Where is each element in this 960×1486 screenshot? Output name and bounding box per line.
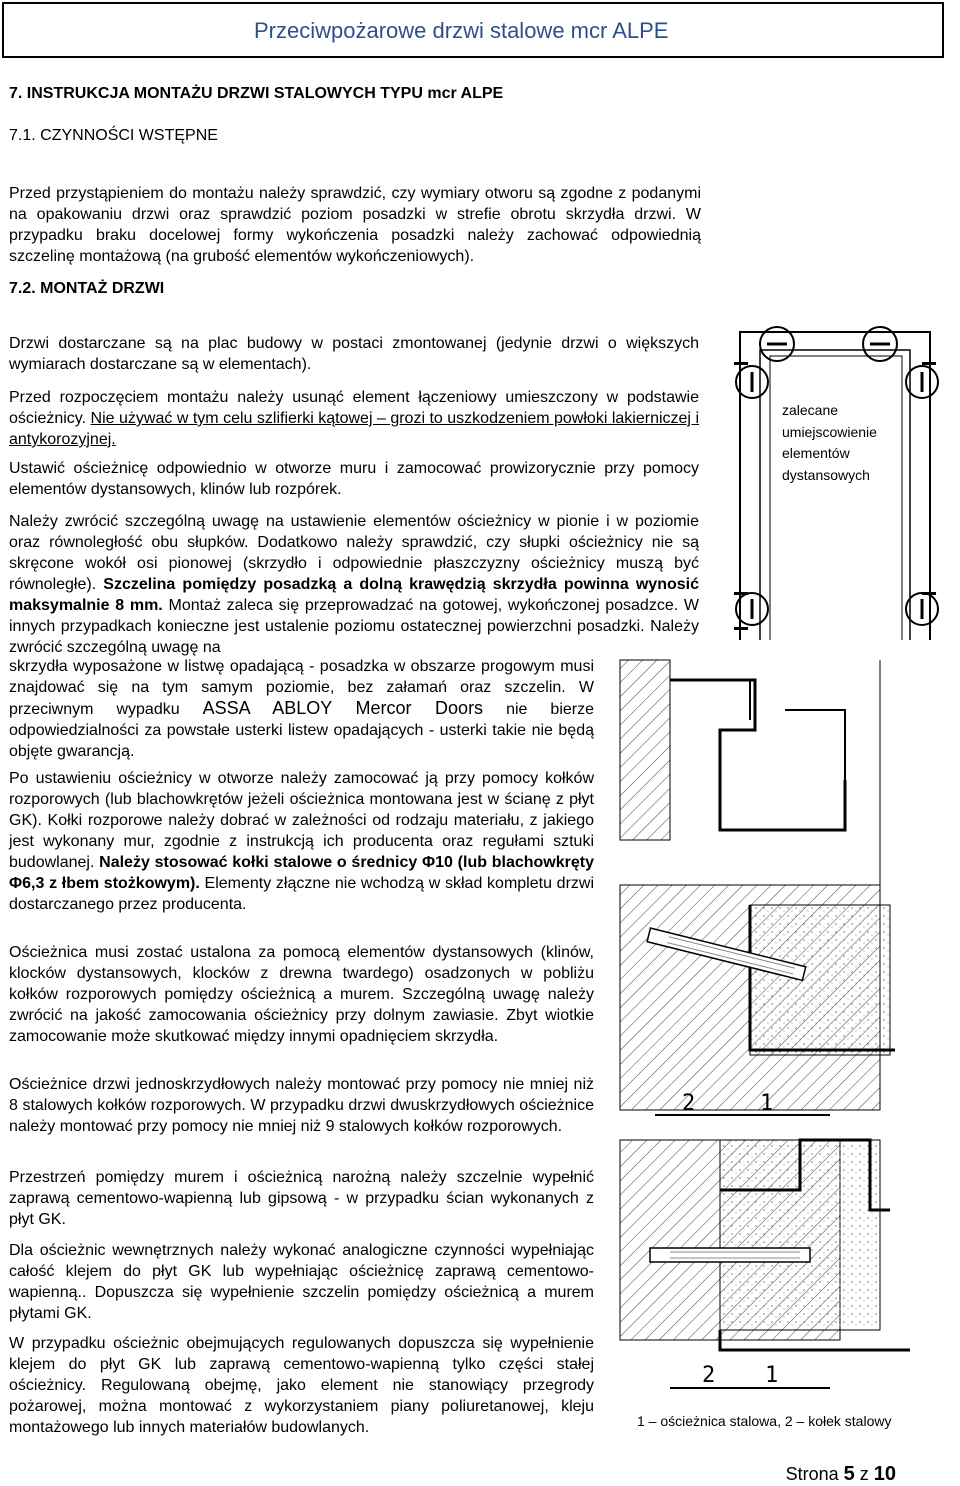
current-page: 5 <box>843 1463 855 1485</box>
section-7-1-heading: 7.1. CZYNNOŚCI WSTĘPNE <box>9 127 218 144</box>
gap-requirement: Szczelina pomiędzy posadzką a dolną krawędzią skrzydła powinna wynosić maksymalnie 8 mm. <box>9 576 699 614</box>
header-box <box>2 2 944 58</box>
figure3-label-1: 1 <box>765 1363 779 1388</box>
figure-caption: 1 – ościeżnica stalowa, 2 – kołek stalowy <box>637 1413 892 1429</box>
anchors-text: Po ustawieniu ościeżnicy w otworze należy zamocować ją przy pomocy kołków rozporowych (lub blachowkrętów jeżeli ościeżnica montowana jest w ścianę z płyt GK). Kołki rozporowe należy dobrać w zależności od rodzaju materiału, z jakiego jest wykonany mur, zgodnie z instrukcją ich producenta oraz regułami sztuki budowlanej. <box>9 770 594 871</box>
anchor-spec: Należy stosować kołki stalowe o średnicy Φ10 (lub blachowkręty Φ6,3 z łbem stożkowym). <box>9 854 595 892</box>
footer-mid: z <box>854 1464 874 1484</box>
frame-section-diagram-2 <box>610 1120 920 1400</box>
section-7-1-paragraph: Przed przystąpieniem do montażu należy sprawdzić, czy wymiary otworu są zgodne z podanymi na opakowaniu drzwi oraz sprawdzić poziom posadzki w strefie obrotu skrzydła drzwi. W przypadku braku docelowej formy wykończenia posadzki należy zachować odpowiednią szczelinę montażową (na grubość elementów wykończeniowych). <box>9 185 701 265</box>
paragraph-filling: Przestrzeń pomiędzy murem i ościeżnicą narożną należy szczelnie wypełnić zaprawą cementowo-wapienną lub gipsową - w przypadku ścian wykonanych z płyt GK. <box>9 1169 594 1228</box>
paragraph-threshold <box>9 656 594 762</box>
alignment-text: Należy zwrócić szczególną uwagę na ustawienie elementów ościeżnicy w pionie i w poziomie oraz równoległość obu słupków. Dodatkowo należy sprawdzić, czy słupki ościeżnicy nie są skręcone wokół osi pionowej (skrzydło i odpowiednie płaszczyzny ościeżnicy muszą być równoległe). <box>9 513 699 593</box>
warning-underlined: Nie używać w tym celu szlifierki kątowej – grozi to uszkodzeniem powłoki lakierniczej i antykorozyjnej. <box>9 410 699 448</box>
paragraph-anchor-count: Ościeżnice drzwi jednoskrzydłowych należy montować przy pomocy nie mniej niż 8 stalowych kołków rozporowych. W przypadku drzwi dwuskrzydłowych ościeżnice należy montować przy pomocy nie mniej niż 9 stalowych kołków rozporowych. <box>9 1076 594 1135</box>
brand-name: ASSA ABLOY Mercor Doors <box>202 698 484 718</box>
section-7-heading: 7. INSTRUKCJA MONTAŻU DRZWI STALOWYCH TYPU mcr ALPE <box>9 85 504 102</box>
paragraph-connector <box>9 387 699 450</box>
figure2-label-1: 1 <box>760 1091 774 1116</box>
paragraph-connector-text: Przed rozpoczęciem montażu należy usunąć element łączeniowy umieszczony w podstawie ościeżnicy. <box>9 389 699 427</box>
door-spacer-diagram <box>730 322 940 642</box>
threshold-text: skrzydła wyposażone w listwę opadającą - posadzka w obszarze progowym musi znajdować się na tym samym poziomie, bez załamań oraz szczelin. W przeciwnym wypadku <box>9 658 594 718</box>
spacer-label-1: zalecane <box>782 402 839 418</box>
paragraph-positioning: Ustawić ościeżnicę odpowiednio w otworze muru i zamocować prowizorycznie przy pomocy elementów dystansowych, klinów lub rozpórek. <box>9 460 699 498</box>
paragraph-internal-frames: Dla ościeżnic wewnętrznych należy wykonać analogiczne czynności wypełniając całość klejem do płyt GK lub wypełniając ościeżnicę zaprawą cementowo-wapienną.. Dopuszcza się wypełnienie szczelin pomiędzy ościeżnicą a murem płytami GK. <box>9 1242 594 1322</box>
paragraph-delivery: Drzwi dostarczane są na plac budowy w postaci zmontowanej (jedynie drzwi o większych wymiarach dostarczane są w elementach). <box>9 335 699 373</box>
anchors-note: Elementy złączne nie wchodzą w skład kompletu drzwi dostarczanego przez producenta. <box>9 875 594 913</box>
spacer-label-2: umiejscowienie <box>782 424 877 440</box>
section-7-2-heading: 7.2. MONTAŻ DRZWI <box>9 280 165 297</box>
total-pages: 10 <box>873 1463 896 1485</box>
spacer-label-4: dystansowych <box>782 467 870 483</box>
footer-prefix: Strona <box>785 1464 844 1484</box>
figure2-label-2: 2 <box>682 1091 696 1116</box>
figure3-label-2: 2 <box>702 1363 716 1388</box>
frame-section-diagram-1 <box>610 650 920 1120</box>
header-title: Przeciwpożarowe drzwi stalowe mcr ALPE <box>254 18 669 43</box>
floor-text: Montaż zaleca się przeprowadzać na gotowej, wykończonej posadzce. W innych przypadkach konieczne jest ustalenie poziomu ostatecznej powierzchni posadzki. Należy zwrócić szczególną uwagę na <box>9 597 699 656</box>
warranty-text: nie bierze odpowiedzialności za powstałe usterki listew opadających - usterki takie nie będą objęte gwarancją. <box>9 701 594 760</box>
paragraph-spacers: Ościeżnica musi zostać ustalona za pomocą elementów dystansowych (klinów, klocków dystansowych, klocków z drewna twardego) osadzonych w pobliżu kołków rozporowych pomiędzy ościeżnicą a murem. Szczególną uwagę należy zwrócić na jakość zamocowania ościeżnicy przy dolnym zawiasie. Zbyt wiotkie zamocowanie może skutkować między innymi opadnięciem skrzydła. <box>9 944 594 1045</box>
paragraph-adjustable-frames: W przypadku ościeżnic obejmujących regulowanych dopuszcza się wypełnienie klejem do płyt GK lub zaprawą cementowo-wapienną tylko części stałej ościeżnicy. Regulowaną obejmę, jako element nie stanowiący przegrody pożarowej, można montować z wykorzystaniem piany poliuretanowej, kleju montażowego lub innych materiałów budowlanych. <box>9 1335 594 1436</box>
paragraph-alignment <box>9 511 699 658</box>
spacer-label-3: elementów <box>782 445 850 461</box>
paragraph-anchors <box>9 768 594 915</box>
